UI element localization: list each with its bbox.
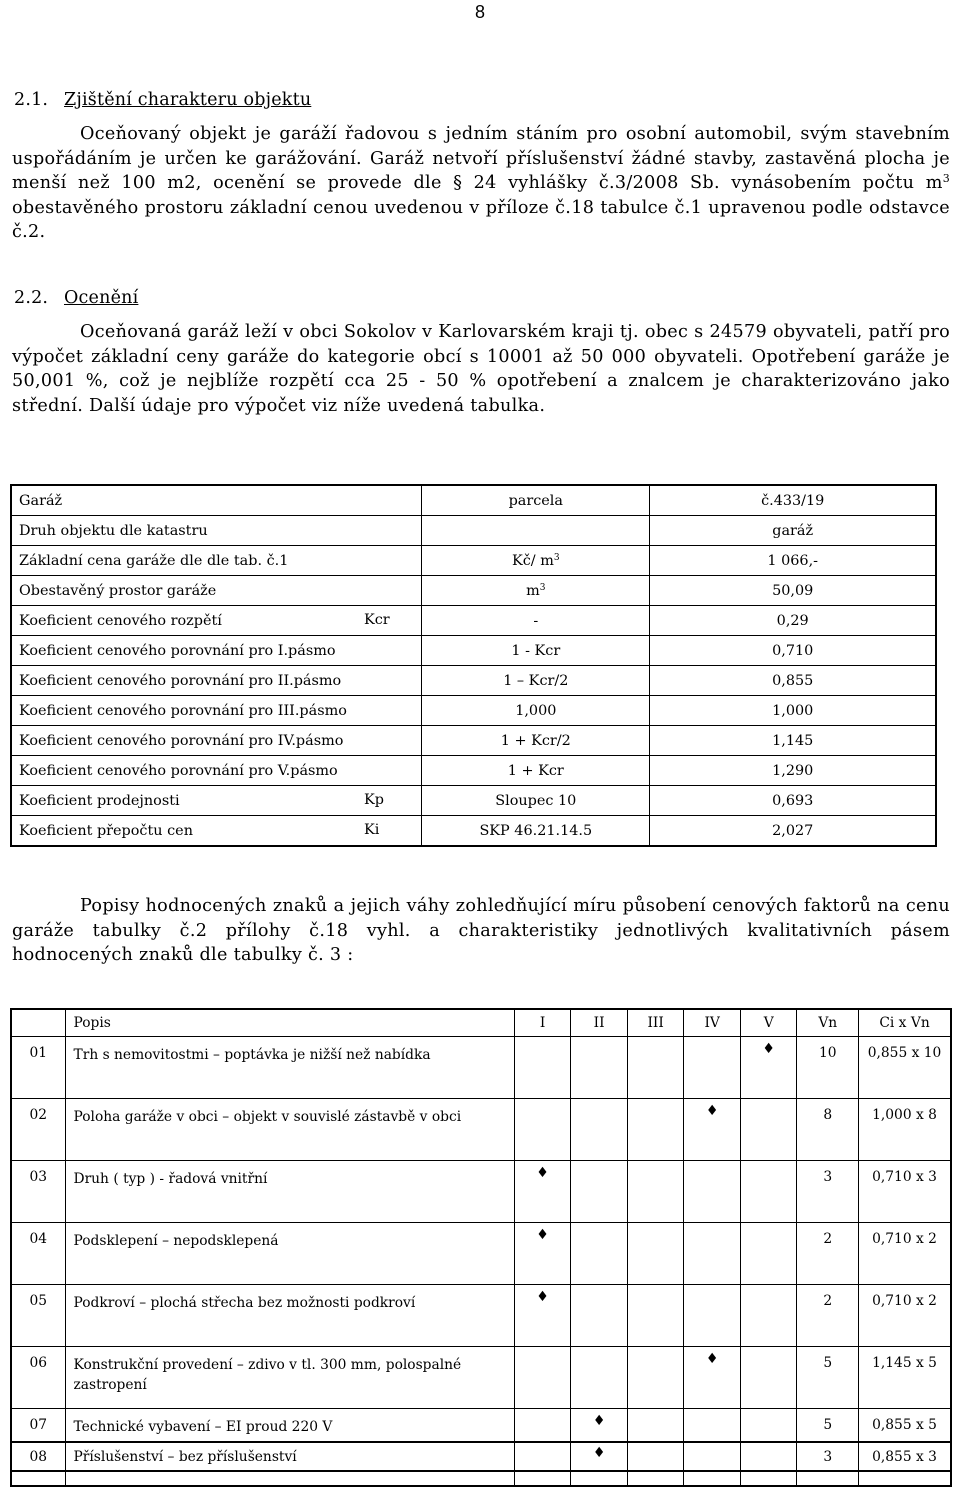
- table-row: [11, 1285, 951, 1347]
- row-number: 03: [11, 1161, 65, 1223]
- row-weight: 5: [797, 1409, 859, 1472]
- row-value: 1,145: [650, 726, 936, 756]
- row-formula: [422, 516, 650, 546]
- row-formula: 1,000: [422, 696, 650, 726]
- row-formula: Sloupec 10: [422, 786, 650, 816]
- page-number: 8: [474, 2, 485, 22]
- band-cell-1: [514, 1285, 571, 1347]
- row-value: 50,09: [650, 576, 936, 606]
- row-product: 0,710 x 2: [859, 1223, 951, 1285]
- row-weight: 2: [797, 1285, 859, 1347]
- row-label: Koeficient přepočtu cen Ki: [11, 816, 422, 847]
- row-formula: -: [422, 606, 650, 636]
- row-label: Koeficient cenového porovnání pro IV.pásmo: [11, 726, 422, 756]
- band-cell-3: [627, 1442, 684, 1486]
- row-value: č.433/19: [650, 485, 936, 516]
- section-title: Ocenění: [64, 288, 139, 308]
- band-cell-3: [627, 1285, 684, 1347]
- band-cell-4: [684, 1099, 741, 1161]
- row-weight: 10: [797, 1037, 859, 1099]
- section-2-paragraph: Oceňovaná garáž leží v obci Sokolov v Karlovarském kraji tj. obec s 24579 obyvateli, patří pro výpočet základní ceny garáže do kategorie obcí s 10001 až 50 000 obyvateli. Opotřebení garáže je 50,001 %, což je nejblíže rozpětí cca 25 - 50 % opotřebení a znalcem je charakterizováno jako střední. Další údaje pro výpočet viz níže uvedená tabulka.: [12, 322, 950, 416]
- row-symbol: Kp: [364, 792, 384, 808]
- table-row: [11, 1442, 951, 1486]
- band-cell-2: [571, 1223, 628, 1285]
- row-label: Druh objektu dle katastru: [11, 516, 422, 546]
- row-symbol: Ki: [364, 822, 380, 838]
- row-product: 1,000 x 8: [859, 1099, 951, 1161]
- table-row: [11, 1347, 951, 1409]
- section-1-paragraph: Oceňovaný objekt je garáží řadovou s jedním stáním pro osobní automobil, svým stavebním uspořádáním je určen ke garážování. Garáž netvoří příslušenství žádné stavby, zastavěná plocha je menší než 100 m2, ocenění se provede dle § 24 vyhlášky č.3/2008 Sb. vynásobením počtu $m^3$ obestavěného prostoru základní cenou uvedenou v příloze č.18 tabulce č.1 upravenou podle odstavce č.2.: [12, 124, 950, 243]
- row-formula: 1 + Kcr/2: [422, 726, 650, 756]
- band-cell-2: [571, 1347, 628, 1409]
- band-marker-icon: ♦: [536, 1165, 549, 1181]
- table-row: [11, 1099, 951, 1161]
- row-weight: 5: [797, 1347, 859, 1409]
- band-cell-5: [740, 1442, 797, 1486]
- row-label: Koeficient cenového porovnání pro V.pásmo: [11, 756, 422, 786]
- band-cell-4: [684, 1442, 741, 1486]
- row-value: 0,710: [650, 636, 936, 666]
- row-label: Koeficient cenového porovnání pro III.pásmo: [11, 696, 422, 726]
- band-cell-3: [627, 1037, 684, 1099]
- band-cell-4: [684, 1037, 741, 1099]
- band-cell-1: [514, 1161, 571, 1223]
- band-cell-4: [684, 1161, 741, 1223]
- header-band-4: IV: [684, 1009, 741, 1037]
- row-formula: 1 + Kcr: [422, 756, 650, 786]
- row-label: Obestavěný prostor garáže: [11, 576, 422, 606]
- band-cell-5: [740, 1223, 797, 1285]
- header-band-2: II: [571, 1009, 628, 1037]
- row-number: 02: [11, 1099, 65, 1161]
- row-label: Koeficient prodejnosti Kp: [11, 786, 422, 816]
- row-label: Koeficient cenového porovnání pro II.pásmo: [11, 666, 422, 696]
- row-description: Trh s nemovitostmi – poptávka je nižší než nabídka: [65, 1037, 514, 1099]
- band-marker-icon: ♦: [705, 1103, 719, 1119]
- band-cell-1: [514, 1223, 571, 1285]
- row-number: 01: [11, 1037, 65, 1099]
- band-cell-5: [740, 1161, 797, 1223]
- table-row: [11, 1161, 951, 1223]
- band-cell-2: [571, 1099, 628, 1161]
- row-number: 04: [11, 1223, 65, 1285]
- row-weight: 8: [797, 1099, 859, 1161]
- band-cell-3: [627, 1347, 684, 1409]
- table-row: [11, 756, 936, 786]
- row-weight: 2: [797, 1223, 859, 1285]
- row-value: 1,290: [650, 756, 936, 786]
- characteristics-table: [10, 1008, 952, 1472]
- row-description: Konstrukční provedení – zdivo v tl. 300 mm, polospalné zastropení: [65, 1347, 514, 1409]
- band-cell-4: [684, 1223, 741, 1285]
- band-cell-5: [740, 1285, 797, 1347]
- band-marker-icon: ♦: [592, 1413, 606, 1429]
- row-value: garáž: [650, 516, 936, 546]
- row-description: Technické vybavení – EI proud 220 V: [65, 1409, 514, 1472]
- table-row: [11, 666, 936, 696]
- characteristics-table-last: [10, 1441, 952, 1487]
- row-value: 0,855: [650, 666, 936, 696]
- row-product: 0,710 x 2: [859, 1285, 951, 1347]
- band-cell-1: [514, 1347, 571, 1409]
- row-product: 0,855 x 10: [859, 1037, 951, 1099]
- table-row: [11, 696, 936, 726]
- section-number: 2.2.: [14, 288, 49, 308]
- header-number: [11, 1009, 65, 1037]
- row-formula: 1 - Kcr: [422, 636, 650, 666]
- band-cell-3: [627, 1099, 684, 1161]
- header-vn: Vn: [797, 1009, 859, 1037]
- row-value: 2,027: [650, 816, 936, 847]
- row-value: 0,693: [650, 786, 936, 816]
- band-cell-3: [627, 1223, 684, 1285]
- section-heading-2-2: [14, 288, 138, 308]
- band-cell-4: [684, 1347, 741, 1409]
- row-product: 0,710 x 3: [859, 1161, 951, 1223]
- band-cell-2: [571, 1037, 628, 1099]
- row-formula: 1 – Kcr/2: [422, 666, 650, 696]
- row-label: Koeficient cenového rozpětí Kcr: [11, 606, 422, 636]
- row-number: 06: [11, 1347, 65, 1409]
- band-marker-icon: ♦: [536, 1227, 549, 1243]
- header-civn: Ci x Vn: [859, 1009, 951, 1037]
- table-row: [11, 516, 936, 546]
- row-number: 08: [11, 1442, 65, 1486]
- band-marker-icon: ♦: [762, 1041, 775, 1057]
- row-product: 0,855 x 5: [859, 1409, 951, 1472]
- band-cell-2: [571, 1285, 628, 1347]
- header-band-3: III: [627, 1009, 684, 1037]
- row-weight: 3: [797, 1161, 859, 1223]
- row-product: 0,855 x 3: [859, 1442, 951, 1486]
- header-band-1: I: [514, 1009, 571, 1037]
- band-cell-1: [514, 1442, 571, 1486]
- row-product: 1,145 x 5: [859, 1347, 951, 1409]
- row-weight: 3: [797, 1442, 859, 1486]
- table2-intro-paragraph: Popisy hodnocených znaků a jejich váhy zohledňující míru působení cenových faktorů na cenu garáže tabulky č.2 přílohy č.18 vyhl. a charakteristiky jednotlivých kvalitativních pásem hodnocených znaků dle tabulky č. 3 :: [12, 896, 950, 966]
- section-title: Zjištění charakteru objektu: [64, 90, 312, 110]
- row-formula: SKP 46.21.14.5: [422, 816, 650, 847]
- band-cell-4: [684, 1285, 741, 1347]
- table-row: [11, 1223, 951, 1285]
- band-cell-1: [514, 1037, 571, 1099]
- band-marker-icon: ♦: [705, 1351, 719, 1367]
- row-value: 1 066,-: [650, 546, 936, 576]
- row-description: Podkroví – plochá střecha bez možnosti podkroví: [65, 1285, 514, 1347]
- row-formula: parcela: [422, 485, 650, 516]
- row-number: 07: [11, 1409, 65, 1472]
- table-row: [11, 786, 936, 816]
- section-number: 2.1.: [14, 90, 49, 110]
- row-formula: Kč/ $m^3$: [422, 546, 650, 576]
- row-description: Poloha garáže v obci – objekt v souvislé zástavbě v obci: [65, 1099, 514, 1161]
- table-row: [11, 485, 936, 516]
- row-description: Podsklepení – nepodsklepená: [65, 1223, 514, 1285]
- table-row: [11, 606, 936, 636]
- row-number: 05: [11, 1285, 65, 1347]
- header-band-5: V: [740, 1009, 797, 1037]
- table-row: [11, 1037, 951, 1099]
- table-row: [11, 576, 936, 606]
- valuation-table: [10, 484, 937, 847]
- table-row: [11, 726, 936, 756]
- row-value: 0,29: [650, 606, 936, 636]
- band-marker-icon: ♦: [536, 1289, 549, 1305]
- row-formula: $m^3$: [422, 576, 650, 606]
- band-cell-3: [627, 1161, 684, 1223]
- row-symbol: Kcr: [364, 612, 390, 628]
- table-row: [11, 636, 936, 666]
- table-header-row: [11, 1009, 951, 1037]
- row-description: Druh ( typ ) - řadová vnitřní: [65, 1161, 514, 1223]
- row-label: Základní cena garáže dle dle tab. č.1: [11, 546, 422, 576]
- band-cell-2: [571, 1161, 628, 1223]
- band-cell-5: [740, 1099, 797, 1161]
- band-marker-icon: ♦: [592, 1445, 606, 1461]
- band-cell-5: [740, 1037, 797, 1099]
- band-cell-2: [571, 1442, 628, 1486]
- row-value: 1,000: [650, 696, 936, 726]
- row-label: Koeficient cenového porovnání pro I.pásmo: [11, 636, 422, 666]
- row-description: Příslušenství – bez příslušenství: [65, 1442, 514, 1486]
- row-label: Garáž: [11, 485, 422, 516]
- table-row: [11, 546, 936, 576]
- band-cell-1: [514, 1099, 571, 1161]
- section-heading-2-1: [14, 90, 311, 110]
- header-popis: Popis: [65, 1009, 514, 1037]
- band-cell-5: [740, 1347, 797, 1409]
- table-row: [11, 816, 936, 847]
